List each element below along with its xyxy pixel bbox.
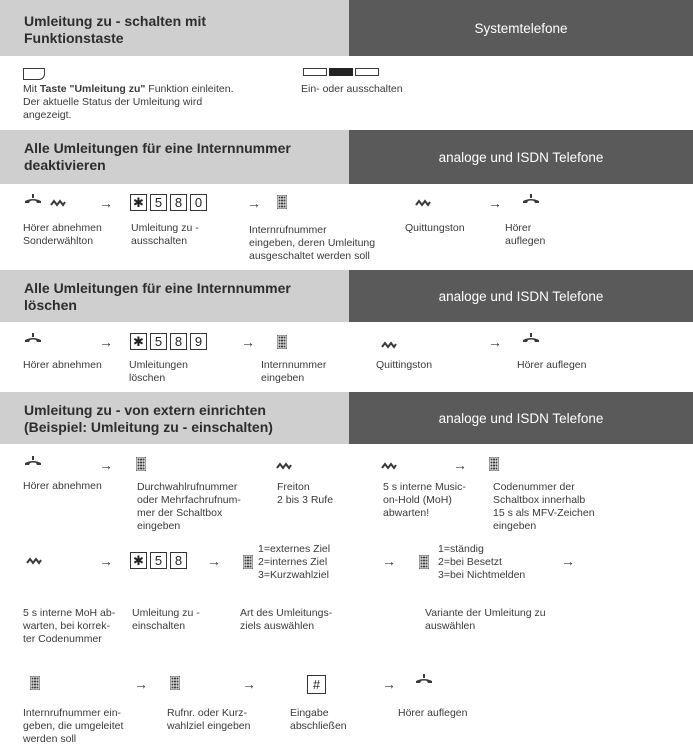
keypad-icon [277, 195, 287, 209]
keypad-icon [170, 676, 180, 690]
destination-options: 1=externes Ziel 2=internes Ziel 3=Kurzwahlziel [258, 543, 331, 581]
key-0: 0 [190, 194, 207, 211]
ring-tone-icon [276, 462, 292, 470]
step-label: Internrufnummer ein- geben, die umgeleitet werden soll [23, 707, 124, 745]
keypad-icon [419, 555, 429, 569]
section-title: Alle Umleitungen für eine Internnummer deaktivieren [24, 140, 291, 173]
arrow-icon: → [488, 334, 502, 350]
step-label: Durchwahlrufnummer oder Mehrfachrufnum- mer der Schaltbox eingeben [137, 481, 241, 532]
section-title: Alle Umleitungen für eine Internnummer löschen [24, 280, 291, 313]
key-star: ✱ [130, 552, 147, 569]
arrow-icon: → [134, 676, 148, 692]
dial-tone-icon [50, 199, 66, 207]
step-label: Umleitungen löschen [129, 359, 188, 384]
key-8: 8 [170, 194, 187, 211]
key-5: 5 [150, 333, 167, 350]
phone-type-label: analoge und ISDN Telefone [349, 130, 693, 184]
step-label: Quittungston [405, 222, 465, 234]
phone-type-label: analoge und ISDN Telefone [349, 392, 693, 444]
step-label: Rufnr. oder Kurz- wahlziel eingeben [167, 707, 251, 732]
key-hash: # [307, 675, 326, 694]
step-label: 5 s interne MoH ab- warten, bei korrek- ter Codenummer [23, 607, 116, 645]
key-8: 8 [170, 552, 187, 569]
step-label: Internrufnummer eingeben, deren Umleitung ausgeschaltet werden soll [249, 224, 376, 262]
key-sequence [130, 194, 210, 212]
step-label: Hörer auflegen [505, 222, 546, 247]
arrow-icon: → [242, 676, 256, 692]
handset-hang-up-icon [414, 673, 434, 687]
music-on-hold-icon [26, 557, 42, 565]
handset-hang-up-icon [521, 193, 541, 207]
handset-lift-icon [23, 193, 43, 207]
arrow-icon: → [99, 553, 113, 569]
step-label: Freiton 2 bis 3 Rufe [277, 481, 334, 506]
phone-type-label: Systemtelefone [349, 0, 693, 56]
section-header-delete [0, 270, 693, 322]
step-label: Eingabe abschließen [290, 707, 347, 732]
phone-type-label: analoge und ISDN Telefone [349, 270, 693, 322]
music-on-hold-icon [381, 462, 397, 470]
key-5: 5 [150, 194, 167, 211]
section-header-deactivate [0, 130, 693, 184]
key-sequence [130, 333, 210, 351]
handset-lift-icon [23, 332, 43, 346]
arrow-icon: → [99, 334, 113, 350]
toggle-label: Ein- oder ausschalten [301, 83, 403, 95]
key-sequence [130, 552, 190, 570]
key-9: 9 [190, 333, 207, 350]
arrow-icon: → [241, 334, 255, 350]
arrow-icon: → [382, 553, 396, 569]
arrow-icon: → [561, 553, 575, 569]
section-header-external [0, 392, 693, 444]
variant-options: 1=ständig 2=bei Besetzt 3=bei Nichtmelden [438, 543, 526, 581]
arrow-icon: → [488, 195, 502, 211]
step-label: Codenummer der Schaltbox innerhalb 15 s als MFV-Zeichen eingeben [493, 481, 595, 532]
step-label: Umleitung zu - einschalten [132, 607, 200, 632]
section-title: Umleitung zu - von extern einrichten (Beispiel: Umleitung zu - einschalten) [24, 402, 273, 435]
keypad-icon [489, 457, 499, 471]
handset-hang-up-icon [521, 332, 541, 346]
arrow-icon: → [247, 195, 261, 211]
function-key-icon [23, 68, 45, 80]
step-label: Hörer auflegen [517, 359, 587, 371]
step-label: Hörer abnehmen Sonderwählton [23, 222, 102, 247]
arrow-icon: → [382, 676, 396, 692]
key-5: 5 [150, 552, 167, 569]
function-key-instructions: Mit Taste "Umleitung zu" Funktion einleiten. Der aktuelle Status der Umleitung wird angezeigt. [23, 83, 234, 121]
step-label: Hörer abnehmen [23, 480, 102, 492]
step-label: Variante der Umleitung zu auswählen [425, 607, 546, 632]
handset-lift-icon [23, 455, 43, 469]
key-8: 8 [170, 333, 187, 350]
key-star: ✱ [130, 194, 147, 211]
section-title: Umleitung zu - schalten mit Funktionstaste [24, 13, 207, 46]
key-star: ✱ [130, 333, 147, 350]
arrow-icon: → [453, 457, 467, 473]
keypad-icon [243, 555, 253, 569]
step-label: Hörer auflegen [398, 707, 468, 719]
arrow-icon: → [99, 457, 113, 473]
step-label: Umleitung zu - ausschalten [131, 222, 199, 247]
confirmation-tone-icon [381, 341, 397, 349]
arrow-icon: → [99, 195, 113, 211]
step-label: Art des Umleitungs- ziels auswählen [240, 607, 333, 632]
arrow-icon: → [207, 553, 221, 569]
step-label: Quittingston [376, 359, 433, 371]
step-label: 5 s interne Music- on-Hold (MoH) abwarten! [383, 481, 466, 519]
step-label: Internnummer eingeben [261, 359, 327, 384]
toggle-switch-icon [303, 68, 379, 77]
keypad-icon [277, 335, 287, 349]
step-label: Hörer abnehmen [23, 359, 102, 371]
confirmation-tone-icon [415, 199, 431, 207]
section-header-function-key [0, 0, 693, 56]
keypad-icon [136, 457, 146, 471]
keypad-icon [30, 676, 40, 690]
